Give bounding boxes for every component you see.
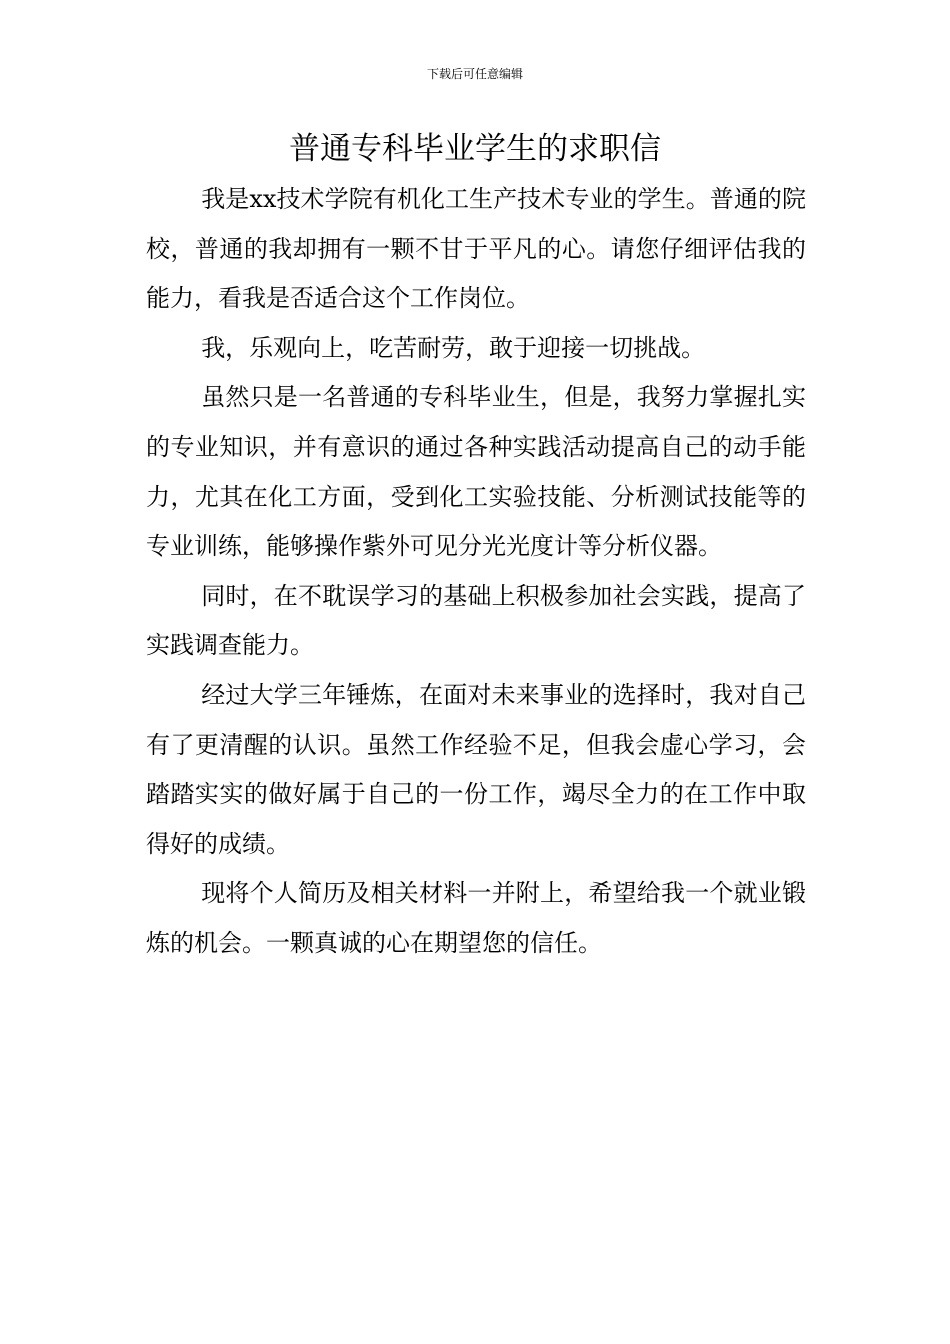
paragraph-closing: 现将个人简历及相关材料一并附上，希望给我一个就业锻炼的机会。一颗真诚的心在期望您的信任。 [146, 879, 806, 957]
paragraph-experience: 经过大学三年锤炼，在面对未来事业的选择时，我对自己有了更清醒的认识。虽然工作经验不足，但我会虚心学习，会踏踏实实的做好属于自己的一份工作，竭尽全力的在工作中取得好的成绩。 [146, 680, 806, 858]
header-note: 下载后可任意编辑 [426, 67, 523, 81]
paragraph-intro: 我是xx技术学院有机化工生产技术专业的学生。普通的院校，普通的我却拥有一颗不甘于平凡的心。请您仔细评估我的能力，看我是否适合这个工作岗位。 [146, 185, 806, 313]
page-title: 普通专科毕业学生的求职信 [289, 131, 661, 167]
paragraph-attitude: 我，乐观向上，吃苦耐劳，敢于迎接一切挑战。 [201, 333, 706, 362]
letter-body [146, 175, 806, 969]
paragraph-skills: 虽然只是一名普通的专科毕业生，但是，我努力掌握扎实的专业知识，并有意识的通过各种实践活动提高自己的动手能力，尤其在化工方面，受到化工实验技能、分析测试技能等的专业训练，能够操作紫外可见分光光度计等分析仪器。 [146, 383, 806, 561]
paragraph-practice: 同时，在不耽误学习的基础上积极参加社会实践，提高了实践调查能力。 [146, 581, 806, 660]
